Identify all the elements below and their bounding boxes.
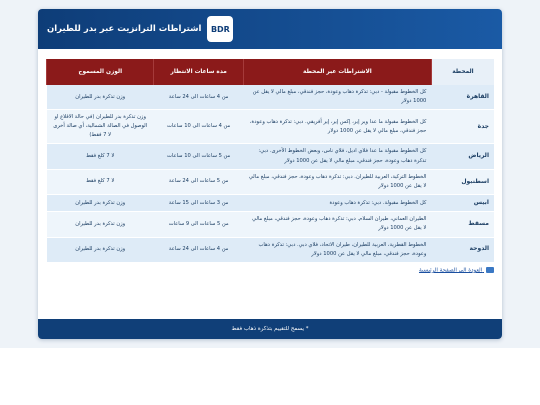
table-row [47,110,495,144]
cell-city: القاهرة [431,85,494,110]
transit-card [38,9,502,339]
table-row [47,169,495,194]
cell-city: الدوحة [431,237,494,262]
home-icon [486,267,494,273]
cell-wait: من 4 ساعات الى 10 ساعات [154,110,244,144]
cell-wait: من 5 ساعات الى 10 ساعات [154,144,244,169]
cell-wait: من 4 ساعات الى 24 ساعة [154,237,244,262]
cell-wait: من 5 ساعات الى 9 ساعات [154,212,244,237]
back-home-label: العودة الى الصفحة الرئيسية [418,267,483,274]
cell-weight: وزن تذكرة بدر للطيران [47,194,154,212]
cell-wait: من 4 ساعات الى 24 ساعة [154,85,244,110]
transit-table [46,59,494,263]
column-header-wait: مدة ساعات الانتظار [154,59,244,85]
column-header-city: المحطة [431,59,494,85]
table-header-row [47,59,495,85]
cell-city: الرياض [431,144,494,169]
table-row [47,144,495,169]
cell-city: ابيس [431,194,494,212]
table-row [47,194,495,212]
cell-city: مسقط [431,212,494,237]
cell-requirements: كل الخطوط مقبولة - دبي: تذكرة ذهاب وعودة، حجز فندقي، مبلغ مالي لا يقل عن 1000 دولار [243,85,431,110]
cell-city: اسطنبول [431,169,494,194]
table-wrapper [38,49,502,263]
card-footer [38,319,502,339]
card-header [38,9,502,49]
table-row [47,212,495,237]
cell-weight: وزن تذكرة بدر للطيران [47,237,154,262]
column-header-requirements: الاشتراطات عبر المحطة [243,59,431,85]
column-header-weight: الوزن المسموح [47,59,154,85]
cell-city: جدة [431,110,494,144]
cell-weight: وزن تذكرة بدر للطيران [47,212,154,237]
cell-weight: وزن تذكرة بدر للطيران [47,85,154,110]
cell-requirements: كل الخطوط مقبولة. دبي: تذكرة ذهاب وعودة [243,194,431,212]
cell-requirements: الخطوط التركية، العربية للطيران. دبي: تذكرة ذهاب وعودة، حجز فندقي، مبلغ مالي لا يقل عن 1000 دولار [243,169,431,194]
cell-wait: من 3 ساعات الى 15 ساعة [154,194,244,212]
cell-weight: وزن تذكرة بدر للطيران (في حالة الاقلاع او الوصول في الصالة الشمالية، أي صالة أخرى لا 7 فقط) [47,110,154,144]
cell-weight: لا 7 كلغ فقط [47,144,154,169]
cell-requirements: كل الخطوط مقبولة ما عدا وير إير، إكس إير، إير أفريقي. دبي: تذكرة ذهاب وعودة، حجز فندقي، مبلغ مالي لا يقل عن 1000 دولار [243,110,431,144]
cell-weight: لا 7 كلغ فقط [47,169,154,194]
table-row [47,85,495,110]
page-bottom-band [0,348,540,405]
cell-requirements: الخطوط القطرية، العربية للطيران، طيران الاتحاد، فلاي دبي. دبي: تذكرة ذهاب وعودة، حجز فندقي، مبلغ مالي لا يقل عن 1000 دولار [243,237,431,262]
back-home-link[interactable] [38,263,502,281]
cell-requirements: الطيران العماني، طيران السلام. دبي: تذكرة ذهاب وعودة، حجز فندقي، مبلغ مالي لا يقل عن 1000 دولار [243,212,431,237]
page-title: اشتراطات الترانزيت عبر بدر للطيران [47,24,202,34]
cell-wait: من 5 ساعات الى 24 ساعة [154,169,244,194]
cell-requirements: كل الخطوط مقبولة ما عدا فلاي اديل، فلاي ناس، وبعض الخطوط الأخرى. دبي: تذكرة ذهاب وعودة، حجز فندقي، مبلغ مالي لا يقل عن 1000 دولار [243,144,431,169]
footer-note: * يسمح للتقييم بتذكرة ذهاب فقط [231,326,309,332]
table-row [47,237,495,262]
bdr-logo: BDR [207,16,233,42]
